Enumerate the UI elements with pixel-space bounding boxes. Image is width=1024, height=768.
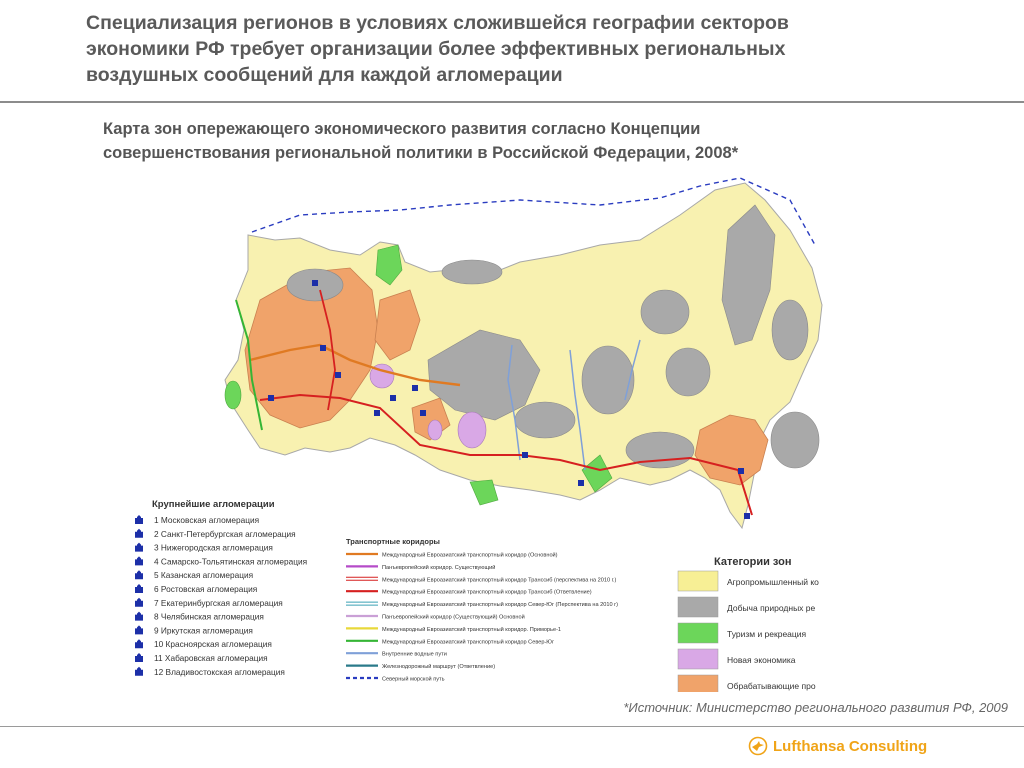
city-marker [312,280,318,286]
zone-resources [772,300,808,360]
zones-legend-title: Категории зон [714,556,792,568]
zone-resources [666,348,710,396]
zone-item: Агропромышленный ко [727,577,819,587]
city-icon [135,515,143,524]
source-note: *Источник: Министерство регионального развития РФ, 2009 [623,700,1008,715]
zone-tourism [225,381,241,409]
zone-item: Туризм и рекреация [727,629,807,639]
corridor-item: Северный морской путь [382,676,445,683]
corridor-item: Международный Евроазиатский транспортный коридор Север-Юг (Перспектива на 2010 г) [382,602,619,609]
city-icon [135,543,143,552]
city-icon [135,584,143,593]
city-marker [412,385,418,391]
city-marker [744,513,750,519]
subtitle-line: совершенствования региональной политики в Российской Федерации, 2008* [103,144,739,162]
zone-item: Обрабатывающие про [727,681,816,691]
agglomeration-item: 12 Владивостокская агломерация [154,666,285,677]
zone-swatch [678,675,718,692]
city-marker [522,452,528,458]
corridors-legend [346,537,618,683]
agglomerations-legend-title: Крупнейшие агломерации [152,499,275,510]
corridor-item: Международный Евроазиатский транспортный коридор (Основной) [382,552,558,559]
city-marker [738,468,744,474]
zone-swatch [678,571,718,591]
agglomeration-item: 10 Красноярская агломерация [154,639,272,650]
city-icon [135,625,143,634]
agglomerations-legend [135,499,307,677]
agglomeration-item: 6 Ростовская агломерация [154,584,258,594]
agglomeration-item: 8 Челябинская агломерация [154,611,264,622]
zone-swatch [678,623,718,643]
city-icon [135,598,143,607]
agglomeration-item: 9 Иркутская агломерация [154,625,253,636]
title-line: Специализация регионов в условиях сложившейся географии секторов [86,12,789,34]
city-icon [135,570,143,579]
zone-new-economy [428,420,442,440]
title-line: воздушных сообщений для каждой агломерации [86,64,563,86]
city-icon [135,556,143,565]
zone-resources [442,260,502,284]
city-icon [135,639,143,648]
zone-resources [515,402,575,438]
agglomeration-item: 3 Нижегородская агломерация [154,542,273,553]
corridor-item: Международный Евроазиатский транспортный коридор Север-Юг [382,639,555,646]
corridor-item: Международный Евроазиатский транспортный коридор Транссиб (Ответвление) [382,589,592,596]
city-icon [135,529,143,538]
agglomeration-item: 4 Самарско-Тольятинская агломерация [154,556,308,567]
footer-divider [0,726,1024,727]
zone-item: Новая экономика [727,655,796,665]
corridor-item: Железнодорожный маршрут (Ответвление) [382,664,496,671]
slide-title [86,10,986,88]
corridor-item: Международный Евроазиатский транспортный коридор. Приморье-1 [382,626,562,633]
city-icon [135,667,143,676]
zone-resources [582,346,634,414]
city-marker [390,395,396,401]
city-marker [320,345,326,351]
agglomeration-item: 5 Казанская агломерация [154,570,254,581]
corridor-item: Внутренние водные пути [382,651,447,658]
russia-zones-map [120,172,830,692]
city-marker [268,395,274,401]
lufthansa-logo [748,736,927,756]
corridor-item: Международный Евроазиатский транспортный коридор Транссиб (перспектива на 2010 г.) [382,577,617,584]
corridor-item: Панъевропейский коридор (Существующий) Основной [382,614,525,621]
zone-new-economy [458,412,486,448]
title-divider [0,101,1024,103]
city-marker [420,410,426,416]
corridors-legend-title: Транспортные коридоры [346,537,440,546]
agglomeration-item: 7 Екатеринбургская агломерация [154,597,283,608]
city-marker [335,372,341,378]
zone-swatch [678,597,718,617]
agglomeration-item: 2 Санкт-Петербургская агломерация [154,528,296,539]
crane-icon [748,736,768,756]
agglomeration-item: 11 Хабаровская агломерация [154,653,268,663]
subtitle-line: Карта зон опережающего экономического развития согласно Концепции [103,120,701,138]
city-icon [135,612,143,621]
zone-swatch [678,649,718,669]
city-marker [374,410,380,416]
corridor-item: Панъевропейский коридор. Существующий [382,564,496,571]
map-subtitle [103,117,963,165]
city-icon [135,653,143,662]
zone-item: Добыча природных ре [727,603,816,613]
zone-resources [641,290,689,334]
zones-legend [678,556,819,692]
zone-resources [771,412,819,468]
agglomeration-item: 1 Московская агломерация [154,515,260,525]
city-marker [578,480,584,486]
logo-text: Lufthansa Consulting [773,737,928,755]
title-line: экономики РФ требует организации более эффективных региональных [86,38,786,60]
